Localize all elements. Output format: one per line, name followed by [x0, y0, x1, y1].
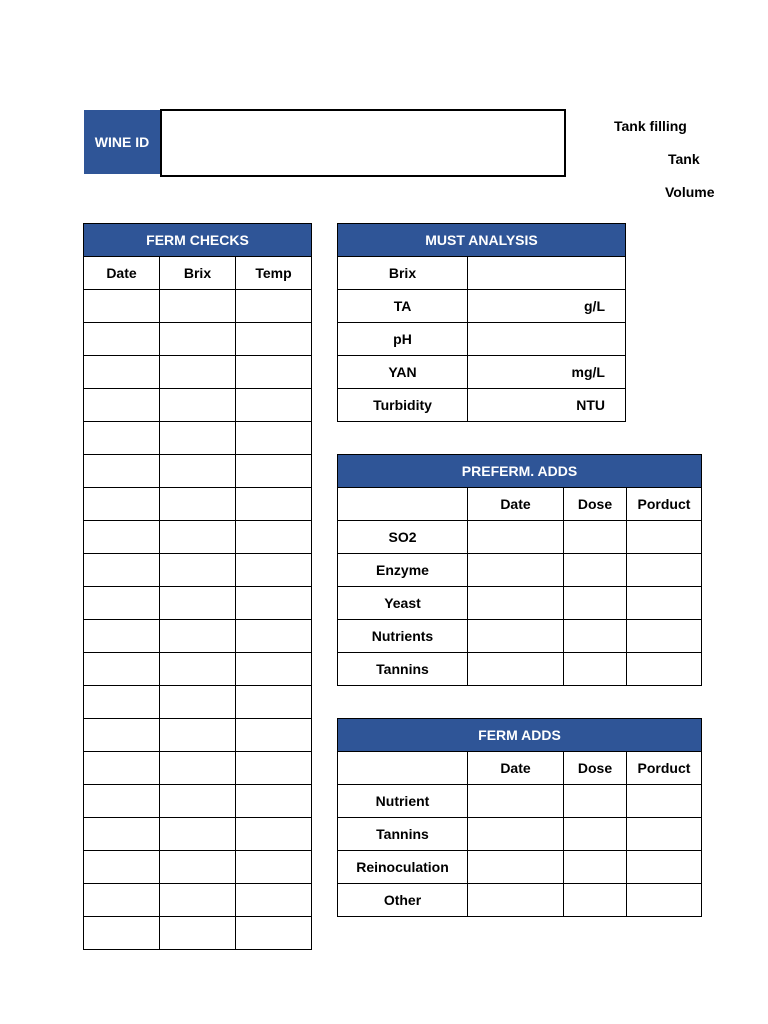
entry-cell[interactable]: [564, 554, 627, 587]
ferm-adds-table: [337, 718, 702, 917]
table-row: [84, 587, 312, 620]
entry-cell[interactable]: [468, 554, 564, 587]
entry-cell[interactable]: [236, 521, 312, 554]
entry-cell[interactable]: [564, 785, 627, 818]
table-row: [338, 785, 702, 818]
entry-cell[interactable]: [468, 620, 564, 653]
entry-cell[interactable]: [236, 719, 312, 752]
entry-cell[interactable]: [84, 884, 160, 917]
entry-cell[interactable]: [160, 653, 236, 686]
table-row: [84, 554, 312, 587]
table-row: [338, 818, 702, 851]
entry-cell[interactable]: [84, 686, 160, 719]
entry-cell[interactable]: [160, 719, 236, 752]
table-row: [338, 521, 702, 554]
entry-cell[interactable]: [160, 290, 236, 323]
column-header-dose: Dose: [564, 752, 627, 785]
entry-cell[interactable]: [564, 884, 627, 917]
table-row: [84, 653, 312, 686]
entry-cell[interactable]: [236, 917, 312, 950]
entry-cell[interactable]: [84, 851, 160, 884]
entry-cell[interactable]: [236, 884, 312, 917]
entry-cell[interactable]: [627, 884, 702, 917]
row-label: SO2: [338, 521, 468, 554]
entry-cell[interactable]: [84, 455, 160, 488]
row-label: YAN: [338, 356, 468, 389]
column-header-blank: [338, 488, 468, 521]
row-label: Brix: [338, 257, 468, 290]
entry-cell[interactable]: [160, 785, 236, 818]
entry-cell[interactable]: [84, 719, 160, 752]
table-row: [84, 356, 312, 389]
entry-cell[interactable]: [84, 356, 160, 389]
wine-id-label: WINE ID: [84, 110, 160, 174]
entry-cell[interactable]: [564, 587, 627, 620]
entry-cell[interactable]: [84, 389, 160, 422]
value-cell[interactable]: mg/L: [468, 356, 626, 389]
table-row: [84, 785, 312, 818]
preferm-adds-title: PREFERM. ADDS: [338, 455, 702, 488]
value-cell[interactable]: [468, 257, 626, 290]
entry-cell[interactable]: [236, 356, 312, 389]
tank-info: [600, 112, 715, 202]
entry-cell[interactable]: [564, 653, 627, 686]
table-row: [84, 323, 312, 356]
entry-cell[interactable]: [236, 785, 312, 818]
table-row: [338, 620, 702, 653]
entry-cell[interactable]: [627, 851, 702, 884]
row-label: TA: [338, 290, 468, 323]
row-label: Enzyme: [338, 554, 468, 587]
entry-cell[interactable]: [236, 389, 312, 422]
tank-label: Tank: [668, 151, 700, 167]
ferm-adds-title: FERM ADDS: [338, 719, 702, 752]
row-label: Turbidity: [338, 389, 468, 422]
entry-cell[interactable]: [160, 323, 236, 356]
entry-cell[interactable]: [160, 884, 236, 917]
entry-cell[interactable]: [84, 917, 160, 950]
entry-cell[interactable]: [236, 653, 312, 686]
entry-cell[interactable]: [84, 323, 160, 356]
table-row: [84, 851, 312, 884]
entry-cell[interactable]: [236, 686, 312, 719]
entry-cell[interactable]: [84, 818, 160, 851]
entry-cell[interactable]: [468, 587, 564, 620]
table-row: [338, 884, 702, 917]
entry-cell[interactable]: [627, 620, 702, 653]
entry-cell[interactable]: [627, 587, 702, 620]
entry-cell[interactable]: [236, 851, 312, 884]
entry-cell[interactable]: [160, 752, 236, 785]
entry-cell[interactable]: [236, 455, 312, 488]
tank-filling-label: Tank filling: [614, 118, 687, 134]
entry-cell[interactable]: [627, 653, 702, 686]
preferm-adds-table: [337, 454, 702, 686]
column-header-brix: Brix: [160, 257, 236, 290]
entry-cell[interactable]: [160, 587, 236, 620]
row-label: Yeast: [338, 587, 468, 620]
entry-cell[interactable]: [160, 455, 236, 488]
table-row: [84, 290, 312, 323]
table-row: [84, 389, 312, 422]
entry-cell[interactable]: [160, 521, 236, 554]
table-row: [84, 422, 312, 455]
entry-cell[interactable]: [160, 620, 236, 653]
entry-cell[interactable]: [84, 488, 160, 521]
ferm-checks-table: [83, 223, 312, 950]
row-label: Nutrients: [338, 620, 468, 653]
column-header-date: Date: [468, 752, 564, 785]
table-row: [84, 488, 312, 521]
table-row: [84, 521, 312, 554]
entry-cell[interactable]: [564, 818, 627, 851]
row-label: Tannins: [338, 818, 468, 851]
value-cell[interactable]: g/L: [468, 290, 626, 323]
column-header-date: Date: [468, 488, 564, 521]
entry-cell[interactable]: [468, 785, 564, 818]
entry-cell[interactable]: [236, 752, 312, 785]
entry-cell[interactable]: [160, 917, 236, 950]
column-header-product: Porduct: [627, 752, 702, 785]
entry-cell[interactable]: [160, 554, 236, 587]
table-row: [338, 653, 702, 686]
entry-cell[interactable]: [84, 752, 160, 785]
table-row: [84, 719, 312, 752]
entry-cell[interactable]: [160, 818, 236, 851]
row-label: Reinoculation: [338, 851, 468, 884]
table-row: [338, 587, 702, 620]
entry-cell[interactable]: [468, 851, 564, 884]
entry-cell[interactable]: [160, 389, 236, 422]
entry-cell[interactable]: [84, 587, 160, 620]
value-cell[interactable]: [468, 323, 626, 356]
wine-id-field[interactable]: [160, 109, 566, 177]
entry-cell[interactable]: [236, 818, 312, 851]
entry-cell[interactable]: [236, 290, 312, 323]
entry-cell[interactable]: [468, 653, 564, 686]
entry-cell[interactable]: [564, 620, 627, 653]
entry-cell[interactable]: [564, 521, 627, 554]
row-label: Nutrient: [338, 785, 468, 818]
column-header-temp: Temp: [236, 257, 312, 290]
table-row: [338, 356, 626, 389]
entry-cell[interactable]: [564, 851, 627, 884]
entry-cell[interactable]: [236, 488, 312, 521]
table-row: [338, 257, 626, 290]
entry-cell[interactable]: [84, 521, 160, 554]
must-analysis-title: MUST ANALYSIS: [338, 224, 626, 257]
table-row: [84, 686, 312, 719]
table-row: [338, 851, 702, 884]
entry-cell[interactable]: [160, 686, 236, 719]
entry-cell[interactable]: [84, 785, 160, 818]
table-row: [338, 389, 626, 422]
entry-cell[interactable]: [84, 620, 160, 653]
entry-cell[interactable]: [468, 884, 564, 917]
entry-cell[interactable]: [84, 422, 160, 455]
entry-cell[interactable]: [236, 620, 312, 653]
table-row: [338, 290, 626, 323]
entry-cell[interactable]: [160, 422, 236, 455]
table-row: [84, 818, 312, 851]
row-label: Other: [338, 884, 468, 917]
entry-cell[interactable]: [236, 422, 312, 455]
table-row: [84, 752, 312, 785]
entry-cell[interactable]: [84, 653, 160, 686]
table-row: [338, 554, 702, 587]
column-header-blank: [338, 752, 468, 785]
entry-cell[interactable]: [160, 851, 236, 884]
must-analysis-table: [337, 223, 626, 422]
volume-label: Volume: [665, 184, 715, 200]
entry-cell[interactable]: [236, 323, 312, 356]
table-row: [338, 323, 626, 356]
row-label: pH: [338, 323, 468, 356]
table-row: [84, 884, 312, 917]
table-row: [84, 620, 312, 653]
entry-cell[interactable]: [84, 290, 160, 323]
entry-cell[interactable]: [468, 818, 564, 851]
entry-cell[interactable]: [160, 356, 236, 389]
entry-cell[interactable]: [160, 488, 236, 521]
entry-cell[interactable]: [627, 785, 702, 818]
row-label: Tannins: [338, 653, 468, 686]
entry-cell[interactable]: [236, 554, 312, 587]
table-row: [84, 455, 312, 488]
column-header-dose: Dose: [564, 488, 627, 521]
entry-cell[interactable]: [627, 554, 702, 587]
entry-cell[interactable]: [627, 521, 702, 554]
column-header-date: Date: [84, 257, 160, 290]
entry-cell[interactable]: [84, 554, 160, 587]
table-row: [84, 917, 312, 950]
entry-cell[interactable]: [627, 818, 702, 851]
value-cell[interactable]: NTU: [468, 389, 626, 422]
entry-cell[interactable]: [236, 587, 312, 620]
entry-cell[interactable]: [468, 521, 564, 554]
ferm-checks-title: FERM CHECKS: [84, 224, 312, 257]
column-header-product: Porduct: [627, 488, 702, 521]
